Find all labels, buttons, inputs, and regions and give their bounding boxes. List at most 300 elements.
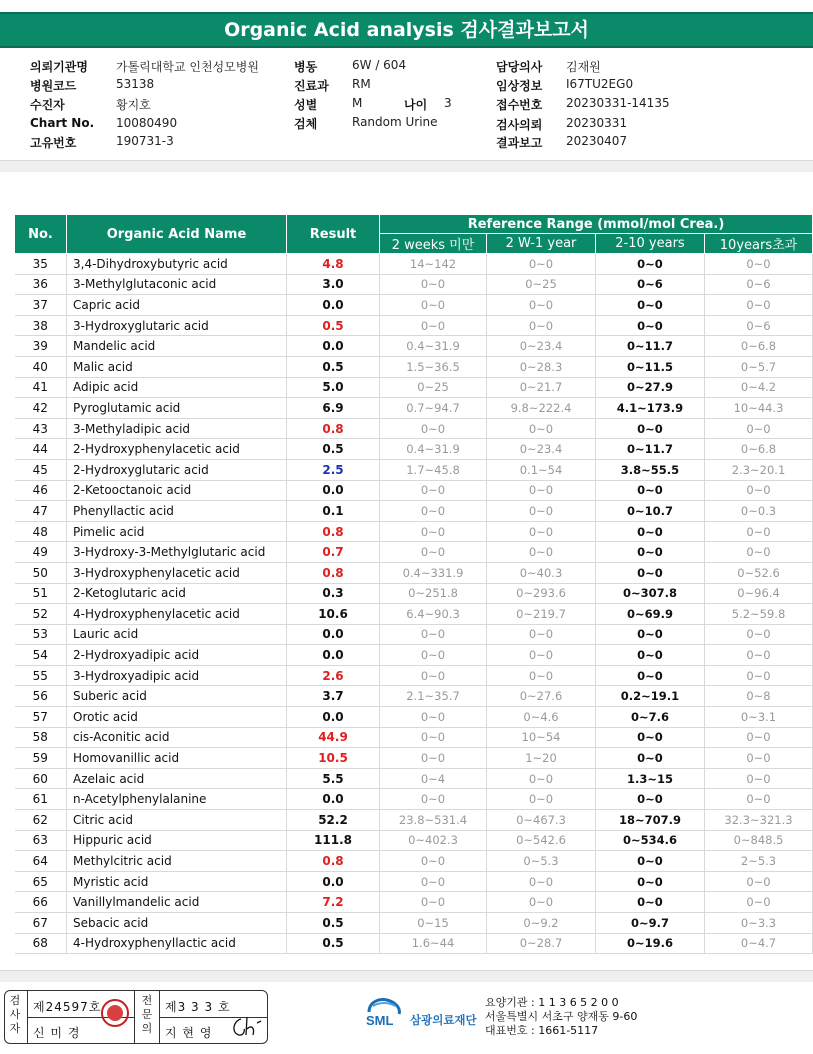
signature-icon bbox=[227, 1015, 263, 1039]
row-ref-2-10y: 4.1~173.9 bbox=[596, 398, 705, 419]
row-result: 3.0 bbox=[287, 274, 380, 295]
row-no: 67 bbox=[15, 913, 67, 934]
row-ref-10y-plus: 0~0 bbox=[705, 892, 813, 913]
row-ref-10y-plus: 5.2~59.8 bbox=[705, 604, 813, 625]
row-ref-10y-plus: 0~6 bbox=[705, 274, 813, 295]
table-row bbox=[15, 295, 813, 316]
row-ref-10y-plus: 0~3.1 bbox=[705, 707, 813, 728]
row-acid-name: 2-Hydroxyadipic acid bbox=[67, 645, 287, 666]
row-ref-2-10y: 18~707.9 bbox=[596, 810, 705, 831]
row-result: 0.8 bbox=[287, 418, 380, 439]
row-ref-10y-plus: 2.3~20.1 bbox=[705, 459, 813, 480]
row-ref-2-10y: 0~0 bbox=[596, 789, 705, 810]
row-no: 47 bbox=[15, 501, 67, 522]
row-no: 37 bbox=[15, 295, 67, 316]
examiner-name: 신 미 경 bbox=[33, 1026, 81, 1040]
row-result: 0.0 bbox=[287, 645, 380, 666]
row-ref-2w-1y: 0~0 bbox=[487, 768, 596, 789]
row-ref-2-10y: 0~11.7 bbox=[596, 439, 705, 460]
row-ref-2-10y: 0~0 bbox=[596, 851, 705, 872]
row-ref-2w-1y: 0~21.7 bbox=[487, 377, 596, 398]
signature-box bbox=[4, 990, 268, 1044]
row-acid-name: Methylcitric acid bbox=[67, 851, 287, 872]
row-ref-2weeks: 0~25 bbox=[380, 377, 487, 398]
row-no: 62 bbox=[15, 810, 67, 831]
row-ref-2-10y: 0~0 bbox=[596, 295, 705, 316]
row-ref-10y-plus: 0~8 bbox=[705, 686, 813, 707]
row-ref-2-10y: 0~0 bbox=[596, 562, 705, 583]
row-acid-name: Myristic acid bbox=[67, 871, 287, 892]
table-row bbox=[15, 645, 813, 666]
row-ref-2w-1y: 0~23.4 bbox=[487, 439, 596, 460]
row-no: 59 bbox=[15, 748, 67, 769]
row-acid-name: Suberic acid bbox=[67, 686, 287, 707]
row-result: 5.0 bbox=[287, 377, 380, 398]
table-row bbox=[15, 356, 813, 377]
row-ref-2w-1y: 0~0 bbox=[487, 789, 596, 810]
examiner-vertical-label: 검 사 자 bbox=[9, 994, 21, 1035]
row-ref-2-10y: 0~0 bbox=[596, 418, 705, 439]
row-ref-10y-plus: 0~4.7 bbox=[705, 933, 813, 954]
row-no: 55 bbox=[15, 665, 67, 686]
row-ref-2w-1y: 0~0 bbox=[487, 645, 596, 666]
row-no: 66 bbox=[15, 892, 67, 913]
table-row bbox=[15, 871, 813, 892]
row-ref-2-10y: 1.3~15 bbox=[596, 768, 705, 789]
table-row bbox=[15, 254, 813, 275]
row-result: 0.5 bbox=[287, 913, 380, 934]
row-no: 64 bbox=[15, 851, 67, 872]
table-row bbox=[15, 501, 813, 522]
contact-line: 서울특별시 서초구 양재동 9-60 bbox=[485, 1010, 638, 1023]
row-no: 44 bbox=[15, 439, 67, 460]
row-result: 0.0 bbox=[287, 789, 380, 810]
row-ref-2w-1y: 0~0 bbox=[487, 892, 596, 913]
clinical-label: 임상정보 bbox=[496, 79, 543, 93]
row-acid-name: 3-Hydroxyadipic acid bbox=[67, 665, 287, 686]
row-ref-2-10y: 0~11.7 bbox=[596, 336, 705, 357]
row-no: 61 bbox=[15, 789, 67, 810]
table-row bbox=[15, 604, 813, 625]
report-label: 결과보고 bbox=[496, 136, 543, 150]
uid-value: 190731-3 bbox=[116, 134, 174, 148]
row-ref-2weeks: 0~402.3 bbox=[380, 830, 487, 851]
sml-logo-text: SML bbox=[366, 1013, 394, 1028]
row-ref-10y-plus: 0~0 bbox=[705, 748, 813, 769]
row-ref-10y-plus: 0~0 bbox=[705, 871, 813, 892]
row-no: 60 bbox=[15, 768, 67, 789]
doctor-label: 담당의사 bbox=[496, 60, 543, 74]
row-no: 53 bbox=[15, 624, 67, 645]
row-ref-10y-plus: 0~6.8 bbox=[705, 336, 813, 357]
row-acid-name: Hippuric acid bbox=[67, 830, 287, 851]
row-no: 57 bbox=[15, 707, 67, 728]
row-result: 0.5 bbox=[287, 439, 380, 460]
row-ref-2w-1y: 0~542.6 bbox=[487, 830, 596, 851]
table-row bbox=[15, 521, 813, 542]
table-row bbox=[15, 707, 813, 728]
table-row bbox=[15, 789, 813, 810]
table-row bbox=[15, 377, 813, 398]
table-row bbox=[15, 892, 813, 913]
row-ref-10y-plus: 0~848.5 bbox=[705, 830, 813, 851]
row-ref-2-10y: 0~0 bbox=[596, 871, 705, 892]
contact-line: 요양기관 : 1 1 3 6 5 2 0 0 bbox=[485, 996, 619, 1009]
row-no: 46 bbox=[15, 480, 67, 501]
row-ref-2w-1y: 1~20 bbox=[487, 748, 596, 769]
row-result: 10.5 bbox=[287, 748, 380, 769]
row-ref-10y-plus: 0~6 bbox=[705, 315, 813, 336]
row-ref-2-10y: 0~0 bbox=[596, 480, 705, 501]
row-ref-2weeks: 6.4~90.3 bbox=[380, 604, 487, 625]
contact-line: 대표번호 : 1661-5117 bbox=[485, 1024, 599, 1037]
row-no: 38 bbox=[15, 315, 67, 336]
col-name-header: Organic Acid Name bbox=[67, 215, 287, 254]
hospcode-value: 53138 bbox=[116, 77, 155, 91]
row-no: 49 bbox=[15, 542, 67, 563]
row-ref-2-10y: 0~69.9 bbox=[596, 604, 705, 625]
dept-value: RM bbox=[352, 77, 371, 91]
col-no-header: No. bbox=[15, 215, 67, 254]
row-result: 0.8 bbox=[287, 851, 380, 872]
row-result: 6.9 bbox=[287, 398, 380, 419]
table-row bbox=[15, 398, 813, 419]
row-ref-2weeks: 0~15 bbox=[380, 913, 487, 934]
row-ref-10y-plus: 32.3~321.3 bbox=[705, 810, 813, 831]
table-row bbox=[15, 315, 813, 336]
row-acid-name: Azelaic acid bbox=[67, 768, 287, 789]
row-ref-2-10y: 0~0 bbox=[596, 748, 705, 769]
row-ref-2weeks: 0.4~331.9 bbox=[380, 562, 487, 583]
table-row bbox=[15, 830, 813, 851]
row-ref-2-10y: 0~19.6 bbox=[596, 933, 705, 954]
row-acid-name: Lauric acid bbox=[67, 624, 287, 645]
row-result: 0.8 bbox=[287, 521, 380, 542]
row-acid-name: Pimelic acid bbox=[67, 521, 287, 542]
row-ref-10y-plus: 0~0 bbox=[705, 727, 813, 748]
row-ref-2w-1y: 0~28.7 bbox=[487, 933, 596, 954]
row-ref-10y-plus: 0~0 bbox=[705, 521, 813, 542]
table-row bbox=[15, 727, 813, 748]
row-ref-2weeks: 0~0 bbox=[380, 315, 487, 336]
row-acid-name: 4-Hydroxyphenylacetic acid bbox=[67, 604, 287, 625]
table-row bbox=[15, 665, 813, 686]
row-no: 43 bbox=[15, 418, 67, 439]
row-acid-name: Malic acid bbox=[67, 356, 287, 377]
table-row bbox=[15, 768, 813, 789]
row-result: 0.5 bbox=[287, 356, 380, 377]
row-no: 56 bbox=[15, 686, 67, 707]
examiner-seal-icon bbox=[101, 999, 129, 1027]
row-ref-2-10y: 0~0 bbox=[596, 542, 705, 563]
row-result: 4.8 bbox=[287, 254, 380, 275]
row-result: 0.7 bbox=[287, 542, 380, 563]
row-ref-10y-plus: 0~0 bbox=[705, 542, 813, 563]
row-ref-2w-1y: 0~0 bbox=[487, 501, 596, 522]
row-no: 36 bbox=[15, 274, 67, 295]
row-ref-10y-plus: 0~3.3 bbox=[705, 913, 813, 934]
row-acid-name: 2-Ketoglutaric acid bbox=[67, 583, 287, 604]
row-ref-2weeks: 0~0 bbox=[380, 501, 487, 522]
row-ref-2weeks: 0~0 bbox=[380, 727, 487, 748]
row-ref-2weeks: 0~0 bbox=[380, 851, 487, 872]
chartno-label: Chart No. bbox=[30, 116, 95, 130]
section-divider bbox=[0, 160, 813, 172]
row-ref-10y-plus: 10~44.3 bbox=[705, 398, 813, 419]
row-result: 52.2 bbox=[287, 810, 380, 831]
row-ref-10y-plus: 2~5.3 bbox=[705, 851, 813, 872]
row-acid-name: 4-Hydroxyphenyllactic acid bbox=[67, 933, 287, 954]
row-ref-10y-plus: 0~0 bbox=[705, 768, 813, 789]
row-ref-2w-1y: 0~5.3 bbox=[487, 851, 596, 872]
row-no: 48 bbox=[15, 521, 67, 542]
age-label: 나이 bbox=[404, 98, 428, 112]
row-ref-2w-1y: 9.8~222.4 bbox=[487, 398, 596, 419]
row-ref-10y-plus: 0~0 bbox=[705, 254, 813, 275]
row-acid-name: Homovanillic acid bbox=[67, 748, 287, 769]
specimen-label: 검체 bbox=[294, 117, 318, 131]
row-ref-10y-plus: 0~0 bbox=[705, 624, 813, 645]
row-ref-2-10y: 0~0 bbox=[596, 645, 705, 666]
row-ref-2w-1y: 0~0 bbox=[487, 295, 596, 316]
row-acid-name: 3,4-Dihydroxybutyric acid bbox=[67, 254, 287, 275]
sex-value: M bbox=[352, 96, 363, 110]
row-result: 44.9 bbox=[287, 727, 380, 748]
row-ref-10y-plus: 0~5.7 bbox=[705, 356, 813, 377]
dept-label: 진료과 bbox=[294, 79, 329, 93]
specialist-license: 제3 3 3 호 bbox=[165, 1000, 231, 1014]
row-no: 68 bbox=[15, 933, 67, 954]
row-ref-2weeks: 1.6~44 bbox=[380, 933, 487, 954]
row-ref-2weeks: 0~0 bbox=[380, 480, 487, 501]
row-result: 111.8 bbox=[287, 830, 380, 851]
row-ref-10y-plus: 0~0 bbox=[705, 418, 813, 439]
table-row bbox=[15, 562, 813, 583]
row-no: 35 bbox=[15, 254, 67, 275]
row-result: 0.0 bbox=[287, 480, 380, 501]
row-ref-2weeks: 0.4~31.9 bbox=[380, 439, 487, 460]
row-ref-2weeks: 0~0 bbox=[380, 624, 487, 645]
row-ref-2w-1y: 0~0 bbox=[487, 480, 596, 501]
ref-subheader: 2 W-1 year bbox=[487, 234, 596, 254]
row-no: 52 bbox=[15, 604, 67, 625]
row-result: 3.7 bbox=[287, 686, 380, 707]
row-ref-10y-plus: 0~0 bbox=[705, 789, 813, 810]
row-result: 10.6 bbox=[287, 604, 380, 625]
examiner-license: 제24597호 bbox=[33, 1000, 102, 1014]
row-ref-2weeks: 1.7~45.8 bbox=[380, 459, 487, 480]
row-acid-name: Capric acid bbox=[67, 295, 287, 316]
sex-label: 성별 bbox=[294, 98, 318, 112]
row-result: 0.3 bbox=[287, 583, 380, 604]
row-ref-2-10y: 0~0 bbox=[596, 624, 705, 645]
table-row bbox=[15, 439, 813, 460]
report-title: Organic Acid analysis 검사결과보고서 bbox=[0, 12, 813, 48]
row-ref-2-10y: 0~10.7 bbox=[596, 501, 705, 522]
row-acid-name: Vanillylmandelic acid bbox=[67, 892, 287, 913]
row-ref-10y-plus: 0~0 bbox=[705, 665, 813, 686]
receipt-label: 접수번호 bbox=[496, 98, 543, 112]
row-ref-2w-1y: 0.1~54 bbox=[487, 459, 596, 480]
row-no: 63 bbox=[15, 830, 67, 851]
contact-info bbox=[485, 996, 637, 1038]
hospcode-label: 병원코드 bbox=[30, 79, 77, 93]
row-ref-2w-1y: 0~0 bbox=[487, 624, 596, 645]
report-value: 20230407 bbox=[566, 134, 628, 148]
row-ref-2w-1y: 0~0 bbox=[487, 315, 596, 336]
row-acid-name: Sebacic acid bbox=[67, 913, 287, 934]
row-ref-2weeks: 0~251.8 bbox=[380, 583, 487, 604]
specialist-vertical-label: 전 문 의 bbox=[141, 994, 153, 1035]
row-result: 0.8 bbox=[287, 562, 380, 583]
row-result: 7.2 bbox=[287, 892, 380, 913]
clinical-value: I67TU2EG0 bbox=[566, 77, 634, 91]
row-ref-10y-plus: 0~4.2 bbox=[705, 377, 813, 398]
age-value: 3 bbox=[444, 96, 452, 110]
row-no: 50 bbox=[15, 562, 67, 583]
row-no: 51 bbox=[15, 583, 67, 604]
row-ref-2weeks: 0~0 bbox=[380, 418, 487, 439]
row-ref-2weeks: 0.4~31.9 bbox=[380, 336, 487, 357]
patient-label: 수진자 bbox=[30, 98, 65, 112]
row-no: 54 bbox=[15, 645, 67, 666]
doctor-value: 김재원 bbox=[566, 60, 601, 74]
row-ref-2w-1y: 0~4.6 bbox=[487, 707, 596, 728]
row-no: 58 bbox=[15, 727, 67, 748]
row-ref-10y-plus: 0~96.4 bbox=[705, 583, 813, 604]
row-ref-2-10y: 0~27.9 bbox=[596, 377, 705, 398]
row-ref-2w-1y: 0~0 bbox=[487, 418, 596, 439]
row-result: 2.6 bbox=[287, 665, 380, 686]
table-row bbox=[15, 274, 813, 295]
row-acid-name: 2-Ketooctanoic acid bbox=[67, 480, 287, 501]
row-ref-2-10y: 0~0 bbox=[596, 892, 705, 913]
row-ref-2w-1y: 0~9.2 bbox=[487, 913, 596, 934]
table-row bbox=[15, 418, 813, 439]
row-no: 45 bbox=[15, 459, 67, 480]
row-ref-2weeks: 0~0 bbox=[380, 645, 487, 666]
row-acid-name: cis-Aconitic acid bbox=[67, 727, 287, 748]
row-ref-2-10y: 0.2~19.1 bbox=[596, 686, 705, 707]
specimen-value: Random Urine bbox=[352, 115, 438, 129]
row-ref-2weeks: 0~0 bbox=[380, 665, 487, 686]
row-ref-10y-plus: 0~0 bbox=[705, 645, 813, 666]
row-ref-2weeks: 0~0 bbox=[380, 521, 487, 542]
row-ref-2weeks: 0~0 bbox=[380, 892, 487, 913]
row-ref-2w-1y: 0~25 bbox=[487, 274, 596, 295]
col-result-header: Result bbox=[287, 215, 380, 254]
row-result: 0.1 bbox=[287, 501, 380, 522]
row-result: 0.0 bbox=[287, 295, 380, 316]
row-ref-10y-plus: 0~0 bbox=[705, 295, 813, 316]
ref-subheader: 10years초과 bbox=[705, 234, 813, 254]
table-row bbox=[15, 748, 813, 769]
table-row bbox=[15, 542, 813, 563]
table-row bbox=[15, 686, 813, 707]
ward-label: 병동 bbox=[294, 60, 318, 74]
row-acid-name: Citric acid bbox=[67, 810, 287, 831]
row-acid-name: 3-Hydroxy-3-Methylglutaric acid bbox=[67, 542, 287, 563]
request-label: 검사의뢰 bbox=[496, 118, 543, 132]
row-ref-2w-1y: 0~23.4 bbox=[487, 336, 596, 357]
row-ref-2w-1y: 10~54 bbox=[487, 727, 596, 748]
table-row bbox=[15, 480, 813, 501]
row-ref-2weeks: 14~142 bbox=[380, 254, 487, 275]
patient-info bbox=[0, 54, 813, 166]
row-ref-10y-plus: 0~52.6 bbox=[705, 562, 813, 583]
row-acid-name: 3-Hydroxyglutaric acid bbox=[67, 315, 287, 336]
table-row bbox=[15, 336, 813, 357]
row-ref-2w-1y: 0~467.3 bbox=[487, 810, 596, 831]
row-ref-2-10y: 0~7.6 bbox=[596, 707, 705, 728]
row-ref-2w-1y: 0~0 bbox=[487, 665, 596, 686]
foundation-name: 삼광의료재단 bbox=[410, 1013, 477, 1027]
row-acid-name: 2-Hydroxyphenylacetic acid bbox=[67, 439, 287, 460]
row-ref-2-10y: 0~11.5 bbox=[596, 356, 705, 377]
row-ref-10y-plus: 0~0 bbox=[705, 480, 813, 501]
table-row bbox=[15, 810, 813, 831]
row-acid-name: Phenyllactic acid bbox=[67, 501, 287, 522]
row-ref-2-10y: 0~0 bbox=[596, 254, 705, 275]
row-ref-2-10y: 0~534.6 bbox=[596, 830, 705, 851]
row-ref-10y-plus: 0~6.8 bbox=[705, 439, 813, 460]
row-no: 39 bbox=[15, 336, 67, 357]
ref-subheader: 2-10 years bbox=[596, 234, 705, 254]
row-no: 40 bbox=[15, 356, 67, 377]
row-result: 0.5 bbox=[287, 933, 380, 954]
row-ref-2weeks: 23.8~531.4 bbox=[380, 810, 487, 831]
row-acid-name: Orotic acid bbox=[67, 707, 287, 728]
row-acid-name: 3-Methylglutaconic acid bbox=[67, 274, 287, 295]
table-row bbox=[15, 459, 813, 480]
chartno-value: 10080490 bbox=[116, 116, 178, 130]
row-ref-2-10y: 0~6 bbox=[596, 274, 705, 295]
row-ref-2-10y: 0~9.7 bbox=[596, 913, 705, 934]
row-acid-name: 3-Methyladipic acid bbox=[67, 418, 287, 439]
row-no: 42 bbox=[15, 398, 67, 419]
row-ref-2w-1y: 0~0 bbox=[487, 521, 596, 542]
receipt-value: 20230331-14135 bbox=[566, 96, 670, 110]
row-ref-2weeks: 0.7~94.7 bbox=[380, 398, 487, 419]
row-result: 5.5 bbox=[287, 768, 380, 789]
col-ref-header: Reference Range (mmol/mol Crea.) bbox=[380, 215, 813, 234]
row-acid-name: n-Acetylphenylalanine bbox=[67, 789, 287, 810]
row-ref-2weeks: 0~0 bbox=[380, 274, 487, 295]
row-ref-2w-1y: 0~27.6 bbox=[487, 686, 596, 707]
row-ref-2-10y: 0~0 bbox=[596, 665, 705, 686]
row-result: 0.0 bbox=[287, 624, 380, 645]
row-ref-2-10y: 0~307.8 bbox=[596, 583, 705, 604]
row-ref-2w-1y: 0~0 bbox=[487, 254, 596, 275]
uid-label: 고유번호 bbox=[30, 136, 77, 150]
row-acid-name: Pyroglutamic acid bbox=[67, 398, 287, 419]
row-ref-2-10y: 0~0 bbox=[596, 315, 705, 336]
row-result: 2.5 bbox=[287, 459, 380, 480]
row-no: 65 bbox=[15, 871, 67, 892]
row-result: 0.5 bbox=[287, 315, 380, 336]
row-result: 0.0 bbox=[287, 336, 380, 357]
row-result: 0.0 bbox=[287, 707, 380, 728]
row-ref-2-10y: 0~0 bbox=[596, 521, 705, 542]
row-ref-2weeks: 0~4 bbox=[380, 768, 487, 789]
specialist-name: 지 현 영 bbox=[165, 1026, 213, 1040]
ward-value: 6W / 604 bbox=[352, 58, 407, 72]
table-row bbox=[15, 583, 813, 604]
table-row bbox=[15, 913, 813, 934]
row-acid-name: 3-Hydroxyphenylacetic acid bbox=[67, 562, 287, 583]
row-ref-2weeks: 0~0 bbox=[380, 542, 487, 563]
row-ref-2weeks: 0~0 bbox=[380, 789, 487, 810]
